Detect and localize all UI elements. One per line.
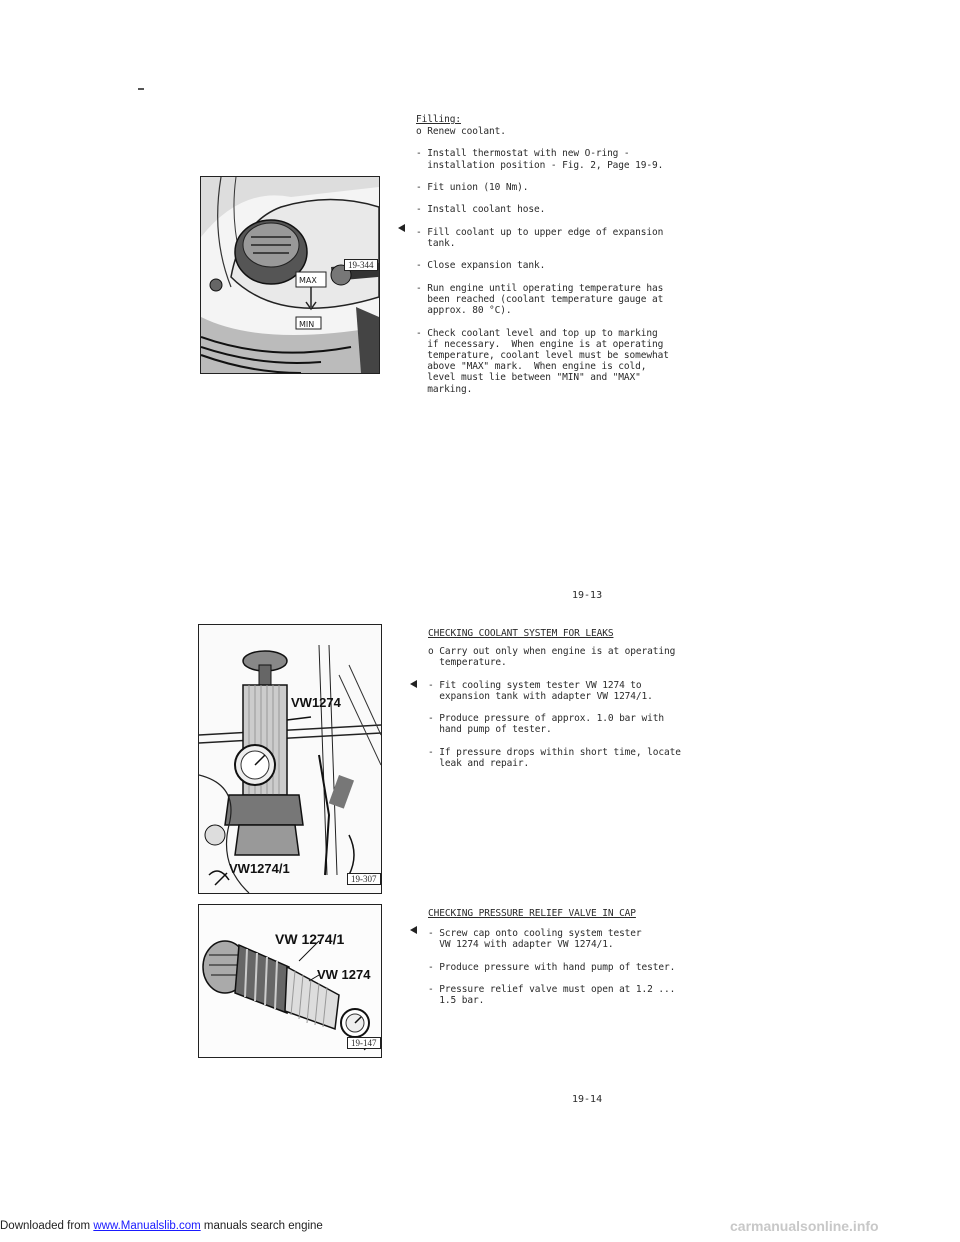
body-line: level must lie between "MIN" and "MAX" [416, 372, 641, 384]
label-vw-1274: VW 1274 [317, 967, 371, 982]
body-line: approx. 80 °C). [416, 305, 512, 317]
tank-min-marking: MIN [299, 320, 315, 329]
body-line: 1.5 bar. [428, 995, 485, 1007]
body-line: - Produce pressure of approx. 1.0 bar with [428, 713, 665, 725]
body-line: - Install coolant hose. [416, 204, 546, 216]
body-line: VW 1274 with adapter VW 1274/1. [428, 939, 614, 951]
expansion-tank-illustration [201, 177, 379, 373]
bullet-arrow-fill-coolant [398, 224, 405, 232]
label-vw1274: VW1274 [291, 695, 341, 710]
body-line: - If pressure drops within short time, locate [428, 746, 681, 758]
body-line: leak and repair. [428, 758, 530, 769]
figure-cap-on-tester [198, 904, 382, 1058]
bullet-arrow-fit-tester [410, 680, 417, 688]
cooling-tester-illustration [199, 625, 381, 893]
figure-ref-19-344: 19-344 [344, 259, 378, 271]
section2-heading: CHECKING COOLANT SYSTEM FOR LEAKS [428, 628, 614, 639]
body-line: temperature, coolant level must be somewhat [416, 350, 669, 361]
figure-expansion-tank [200, 176, 380, 374]
body-line: - Fill coolant up to upper edge of expansion [416, 226, 664, 238]
body-line: tank. [416, 238, 456, 249]
body-line: - Install thermostat with new O-ring - [416, 148, 630, 160]
body-line: - Fit cooling system tester VW 1274 to [428, 679, 642, 691]
body-line: - Pressure relief valve must open at 1.2 ... [428, 984, 676, 995]
label-vw-1274-1: VW 1274/1 [275, 931, 345, 947]
body-line: above "MAX" mark. When engine is cold, [416, 361, 647, 373]
figure-ref-19-307: 19-307 [347, 873, 381, 885]
body-line: hand pump of tester. [428, 724, 552, 736]
body-line: temperature. [428, 657, 507, 669]
scan-mark [138, 88, 144, 90]
page-number-19-13: 19-13 [572, 590, 603, 601]
body-line: - Screw cap onto cooling system tester [428, 928, 642, 939]
body-line: - Close expansion tank. [416, 260, 546, 272]
body-line: if necessary. When engine is at operating [416, 338, 664, 350]
figure-ref-19-147: 19-147 [347, 1037, 381, 1049]
body-line: marking. [416, 383, 473, 395]
footer-suffix: manuals search engine [200, 1220, 323, 1232]
watermark-logo: carmanualsonline.info [730, 1218, 879, 1234]
body-line: - Produce pressure with hand pump of tester. [428, 961, 676, 973]
body-line: o Carry out only when engine is at operating [428, 646, 676, 657]
body-line: expansion tank with adapter VW 1274/1. [428, 690, 653, 702]
body-line: - Fit union (10 Nm). [416, 182, 529, 193]
label-vw1274-1: VW1274/1 [229, 861, 290, 876]
body-line: - Run engine until operating temperature has [416, 282, 664, 294]
footer-prefix: Downloaded from [0, 1220, 94, 1232]
tank-max-marking: MAX [299, 276, 317, 285]
figure-tester-on-tank [198, 624, 382, 894]
manualslib-link[interactable]: www.Manualslib.com [93, 1220, 201, 1232]
section1-heading: Filling: [416, 114, 461, 125]
body-line: o Renew coolant. [416, 126, 506, 137]
body-line: installation position - Fig. 2, Page 19-9. [416, 159, 664, 171]
body-line: - Check coolant level and top up to marking [416, 327, 658, 339]
body-line: been reached (coolant temperature gauge at [416, 294, 664, 305]
download-footer [0, 1220, 323, 1232]
page-number-19-14: 19-14 [572, 1094, 603, 1105]
bullet-arrow-screw-cap [410, 926, 417, 934]
section3-heading: CHECKING PRESSURE RELIEF VALVE IN CAP [428, 908, 636, 919]
